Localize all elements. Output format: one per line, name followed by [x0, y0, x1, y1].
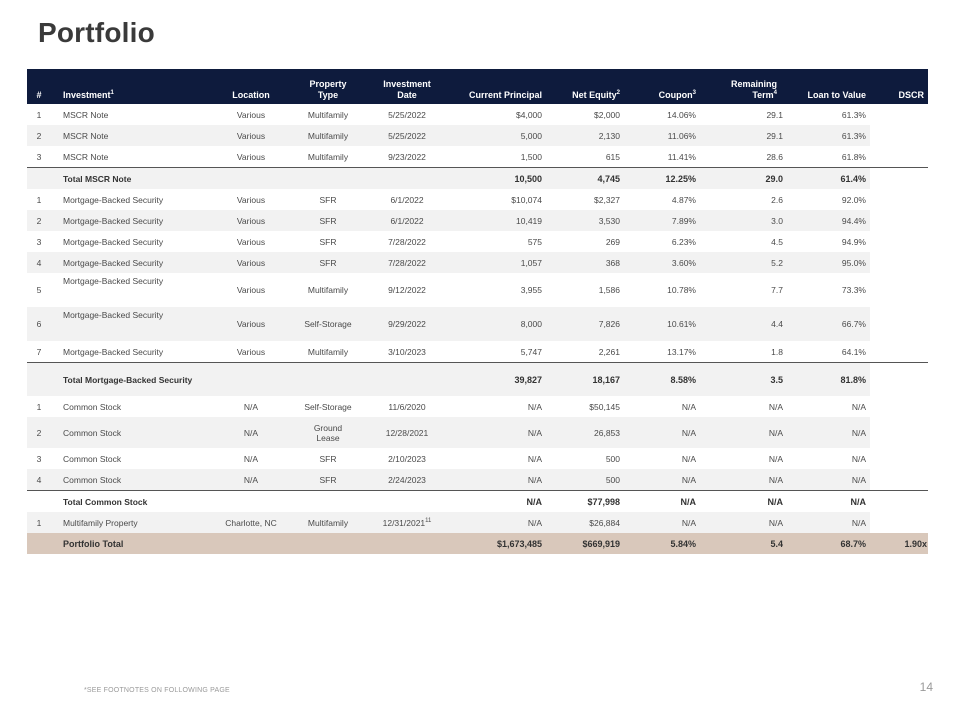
cell-coupon: N/A [624, 417, 710, 448]
cell-property-type: SFR [319, 453, 337, 464]
cell-remaining-term: 1.8 [771, 346, 783, 357]
cell-net-equity: 1,586 [598, 285, 620, 295]
cell-dscr [870, 273, 928, 307]
table-header-row [27, 69, 928, 104]
cell-current-principal: 10,500 [444, 168, 546, 190]
cell-remaining-term: 28.6 [766, 151, 783, 162]
cell-num: 1 [27, 512, 51, 533]
cell-current-principal: 575 [527, 236, 542, 247]
col-header-investment-date: Investment Date [370, 69, 444, 104]
cell-dscr [870, 448, 928, 469]
cell-remaining-term: N/A [710, 469, 787, 491]
cell-num: 3 [36, 151, 42, 162]
cell-net-equity: $50,145 [589, 401, 620, 412]
cell-location: Various [236, 109, 266, 120]
cell-investment: Portfolio Total [51, 533, 216, 554]
cell-remaining-term: N/A [710, 491, 787, 513]
cell-investment-date: 5/25/2022 [388, 109, 426, 120]
cell-property-type: Multifamily [307, 346, 349, 357]
cell-remaining-term: 7.7 [771, 285, 783, 295]
cell-coupon: 11.41% [667, 151, 696, 162]
cell-net-equity: $669,919 [546, 533, 624, 554]
cell-investment-date [370, 533, 444, 554]
cell-loan-to-value: N/A [851, 401, 866, 412]
cell-property-type: Multifamily [307, 109, 349, 120]
cell-investment-date: 2/24/2023 [370, 469, 444, 491]
cell-coupon: 7.89% [624, 210, 710, 231]
cell-current-principal: 39,827 [444, 363, 546, 397]
cell-net-equity: 7,826 [546, 307, 624, 341]
cell-loan-to-value: N/A [787, 469, 870, 491]
cell-location [216, 363, 286, 397]
cell-investment-date: 11/6/2020 [388, 401, 426, 412]
cell-property-type: Multifamily [286, 512, 370, 533]
cell-loan-to-value: 81.8% [787, 363, 870, 397]
cell-current-principal: 1,500 [520, 151, 542, 162]
cell-investment: Total MSCR Note [51, 168, 216, 190]
table-row [27, 125, 928, 146]
cell-investment-date [370, 363, 444, 397]
cell-num: 1 [36, 194, 42, 205]
cell-property-type [286, 533, 370, 554]
cell-loan-to-value: 92.0% [841, 194, 866, 205]
col-header-loan-to-value: Loan to Value [787, 69, 870, 104]
cell-investment: Mortgage-Backed Security [63, 236, 164, 247]
cell-num [27, 363, 51, 397]
cell-location: N/A [216, 469, 286, 491]
table-row [27, 146, 928, 168]
table-row [27, 307, 928, 341]
cell-property-type: SFR [286, 252, 370, 273]
cell-coupon: 4.87% [671, 194, 696, 205]
cell-net-equity: $2,000 [594, 109, 620, 120]
cell-remaining-term: N/A [768, 453, 783, 464]
cell-coupon: 12.25% [624, 168, 710, 190]
cell-remaining-term: N/A [710, 512, 787, 533]
table-row [27, 104, 928, 125]
cell-location [216, 491, 286, 513]
cell-property-type: Multifamily [286, 125, 370, 146]
cell-num: 7 [36, 346, 42, 357]
col-header-current-principal: Current Principal [444, 69, 546, 104]
cell-remaining-term: 5.2 [710, 252, 787, 273]
cell-num: 2 [27, 125, 51, 146]
cell-remaining-term: N/A [768, 401, 783, 412]
cell-loan-to-value: 68.7% [787, 533, 870, 554]
table-row [27, 252, 928, 273]
cell-dscr [870, 417, 928, 448]
cell-net-equity: 500 [605, 453, 620, 464]
cell-investment-date: 12/28/2021 [370, 417, 444, 448]
cell-property-type: SFR [319, 236, 337, 247]
portfolio-total-row [27, 533, 928, 554]
cell-net-equity: 615 [605, 151, 620, 162]
cell-investment-date: 5/25/2022 [370, 125, 444, 146]
cell-num [27, 491, 51, 513]
col-header-property-type: Property Type [286, 69, 370, 104]
cell-num: 1 [36, 401, 42, 412]
cell-num: 6 [27, 307, 51, 341]
cell-loan-to-value: 94.9% [841, 236, 866, 247]
page-title: Portfolio [38, 17, 155, 48]
portfolio-table [27, 69, 928, 554]
cell-coupon: 14.06% [667, 109, 696, 120]
cell-coupon: 3.60% [624, 252, 710, 273]
table-row [27, 341, 928, 363]
col-header-net-equity: Net Equity$^2$ [546, 69, 624, 104]
cell-num: 3 [36, 236, 42, 247]
cell-coupon: 8.58% [624, 363, 710, 397]
cell-current-principal: $4,000 [516, 109, 542, 120]
cell-net-equity: 368 [546, 252, 624, 273]
cell-property-type: Self-Storage [286, 307, 370, 341]
col-header-investment: Investment$^1$ [51, 69, 216, 104]
cell-investment-date: 6/1/2022 [390, 194, 424, 205]
cell-dscr [870, 104, 928, 125]
cell-coupon: 13.17% [667, 346, 696, 357]
cell-dscr [870, 189, 928, 210]
col-header-remaining-term: Remaining Term$^4$ [710, 69, 787, 104]
table-row [27, 189, 928, 210]
cell-remaining-term: N/A [710, 417, 787, 448]
cell-investment-date [370, 491, 444, 513]
cell-net-equity: 26,853 [546, 417, 624, 448]
cell-property-type: SFR [286, 469, 370, 491]
cell-coupon: 6.23% [671, 236, 696, 247]
cell-location: N/A [216, 417, 286, 448]
cell-coupon: N/A [624, 512, 710, 533]
cell-net-equity: 2,130 [546, 125, 624, 146]
table-row [27, 469, 928, 491]
cell-investment: Total Mortgage-Backed Security [51, 363, 216, 397]
cell-location: Various [236, 346, 266, 357]
table-row [27, 448, 928, 469]
cell-property-type: Ground Lease [286, 417, 370, 448]
table-row [27, 210, 928, 231]
cell-dscr [870, 146, 928, 168]
cell-property-type: Multifamily [307, 151, 349, 162]
cell-dscr [870, 252, 928, 273]
cell-loan-to-value: N/A [787, 491, 870, 513]
cell-remaining-term: 4.5 [771, 236, 783, 247]
cell-current-principal: N/A [444, 512, 546, 533]
cell-loan-to-value: N/A [787, 417, 870, 448]
cell-investment: MSCR Note [63, 109, 109, 120]
cell-investment: Common Stock [63, 453, 122, 464]
cell-loan-to-value: 61.8% [841, 151, 866, 162]
cell-loan-to-value: N/A [851, 453, 866, 464]
cell-num: 5 [36, 285, 42, 295]
cell-net-equity: $77,998 [546, 491, 624, 513]
cell-investment-date [370, 168, 444, 190]
cell-dscr [870, 231, 928, 252]
cell-investment-date: 7/28/2022 [388, 236, 426, 247]
cell-investment: Multifamily Property [51, 512, 216, 533]
cell-coupon: N/A [681, 453, 696, 464]
col-header-dscr: DSCR [870, 69, 928, 104]
cell-remaining-term: 3.0 [710, 210, 787, 231]
cell-investment: MSCR Note [63, 151, 109, 162]
cell-num [27, 533, 51, 554]
cell-investment-date: 2/10/2023 [388, 453, 426, 464]
cell-dscr [870, 396, 928, 417]
cell-location: Various [236, 285, 266, 295]
cell-loan-to-value: 73.3% [841, 285, 866, 295]
cell-investment: Common Stock [51, 469, 216, 491]
cell-current-principal: 10,419 [444, 210, 546, 231]
cell-location: Various [236, 194, 266, 205]
cell-net-equity: 2,261 [598, 346, 620, 357]
cell-net-equity: 3,530 [546, 210, 624, 231]
cell-coupon: N/A [624, 469, 710, 491]
cell-coupon: N/A [681, 401, 696, 412]
cell-coupon: 10.78% [667, 285, 696, 295]
cell-location: Various [216, 307, 286, 341]
cell-location [216, 168, 286, 190]
cell-property-type [286, 168, 370, 190]
cell-num: 4 [27, 469, 51, 491]
cell-investment: Mortgage-Backed Security [63, 276, 164, 286]
cell-current-principal: 5,747 [520, 346, 542, 357]
cell-coupon: 5.84% [624, 533, 710, 554]
cell-remaining-term: 29.0 [710, 168, 787, 190]
subtotal-row [27, 363, 928, 397]
col-header-num: # [27, 69, 51, 104]
col-header-coupon: Coupon$^3$ [624, 69, 710, 104]
cell-investment-date: 3/10/2023 [388, 346, 426, 357]
cell-loan-to-value: 95.0% [787, 252, 870, 273]
cell-investment: Mortgage-Backed Security [63, 194, 164, 205]
cell-dscr [870, 341, 928, 363]
cell-property-type: Self-Storage [304, 401, 352, 412]
cell-investment-date: 9/29/2022 [370, 307, 444, 341]
cell-current-principal: N/A [444, 469, 546, 491]
cell-net-equity: $26,884 [546, 512, 624, 533]
cell-net-equity: $2,327 [594, 194, 620, 205]
cell-dscr [870, 210, 928, 231]
cell-investment-date: 9/12/2022 [388, 285, 426, 295]
cell-current-principal: $1,673,485 [444, 533, 546, 554]
cell-dscr [870, 307, 928, 341]
cell-num: 1 [36, 109, 42, 120]
cell-property-type: SFR [319, 194, 337, 205]
cell-dscr [870, 363, 928, 397]
cell-coupon: 10.61% [624, 307, 710, 341]
cell-location: Charlotte, NC [216, 512, 286, 533]
cell-current-principal: 3,955 [520, 285, 542, 295]
cell-property-type: Multifamily [307, 285, 349, 295]
cell-investment: MSCR Note [51, 125, 216, 146]
cell-loan-to-value: N/A [787, 512, 870, 533]
cell-location: N/A [243, 401, 259, 412]
col-header-location: Location [216, 69, 286, 104]
cell-remaining-term: 2.6 [771, 194, 783, 205]
cell-net-equity: 18,167 [546, 363, 624, 397]
cell-num: 3 [36, 453, 42, 464]
cell-investment: Mortgage-Backed Security [51, 252, 216, 273]
cell-dscr: 1.90x [870, 533, 928, 554]
cell-investment: Common Stock [51, 417, 216, 448]
cell-investment: Common Stock [63, 401, 122, 412]
cell-coupon: N/A [624, 491, 710, 513]
cell-dscr [870, 168, 928, 190]
cell-loan-to-value: 61.4% [787, 168, 870, 190]
cell-property-type: SFR [286, 210, 370, 231]
table-row [27, 512, 928, 533]
cell-remaining-term: 3.5 [710, 363, 787, 397]
cell-location [216, 533, 286, 554]
cell-net-equity: 4,745 [546, 168, 624, 190]
cell-loan-to-value: 94.4% [787, 210, 870, 231]
cell-current-principal: 8,000 [444, 307, 546, 341]
cell-dscr [870, 469, 928, 491]
cell-current-principal: N/A [444, 491, 546, 513]
cell-current-principal: N/A [527, 401, 542, 412]
cell-property-type [286, 491, 370, 513]
cell-location: Various [236, 151, 266, 162]
cell-net-equity: 269 [605, 236, 620, 247]
table-row [27, 231, 928, 252]
cell-num: 2 [27, 210, 51, 231]
cell-current-principal: N/A [527, 453, 542, 464]
cell-coupon: 11.06% [624, 125, 710, 146]
cell-dscr [870, 125, 928, 146]
cell-investment: Mortgage-Backed Security [63, 346, 164, 357]
cell-investment-date: 12/31/2021$^{11}$ [370, 512, 444, 533]
cell-loan-to-value: 61.3% [787, 125, 870, 146]
subtotal-row [27, 491, 928, 513]
cell-dscr [870, 512, 928, 533]
page-number: 14 [919, 680, 933, 694]
cell-remaining-term: 29.1 [710, 125, 787, 146]
cell-location: Various [236, 236, 266, 247]
cell-loan-to-value: 64.1% [841, 346, 866, 357]
cell-num: 4 [27, 252, 51, 273]
cell-investment-date: 6/1/2022 [370, 210, 444, 231]
table-row [27, 396, 928, 417]
cell-num [27, 168, 51, 190]
cell-investment-date: 9/23/2022 [388, 151, 426, 162]
cell-loan-to-value: 61.3% [841, 109, 866, 120]
cell-investment: Mortgage-Backed Security [51, 210, 216, 231]
cell-current-principal: 5,000 [444, 125, 546, 146]
cell-investment-date: 7/28/2022 [370, 252, 444, 273]
cell-investment: Mortgage-Backed Security [51, 307, 216, 341]
cell-loan-to-value: 66.7% [787, 307, 870, 341]
cell-remaining-term: 4.4 [710, 307, 787, 341]
cell-location: Various [216, 210, 286, 231]
footnote: *SEE FOOTNOTES ON FOLLOWING PAGE [84, 687, 230, 694]
subtotal-row [27, 168, 928, 190]
cell-dscr [870, 491, 928, 513]
cell-remaining-term: 5.4 [710, 533, 787, 554]
cell-location: Various [216, 125, 286, 146]
cell-location: Various [216, 252, 286, 273]
cell-property-type [286, 363, 370, 397]
table-row [27, 273, 928, 307]
cell-current-principal: 1,057 [444, 252, 546, 273]
cell-net-equity: 500 [546, 469, 624, 491]
cell-current-principal: $10,074 [511, 194, 542, 205]
cell-remaining-term: 29.1 [766, 109, 783, 120]
cell-current-principal: N/A [444, 417, 546, 448]
cell-location: N/A [243, 453, 259, 464]
table-row [27, 417, 928, 448]
cell-num: 2 [27, 417, 51, 448]
cell-investment: Total Common Stock [51, 491, 216, 513]
